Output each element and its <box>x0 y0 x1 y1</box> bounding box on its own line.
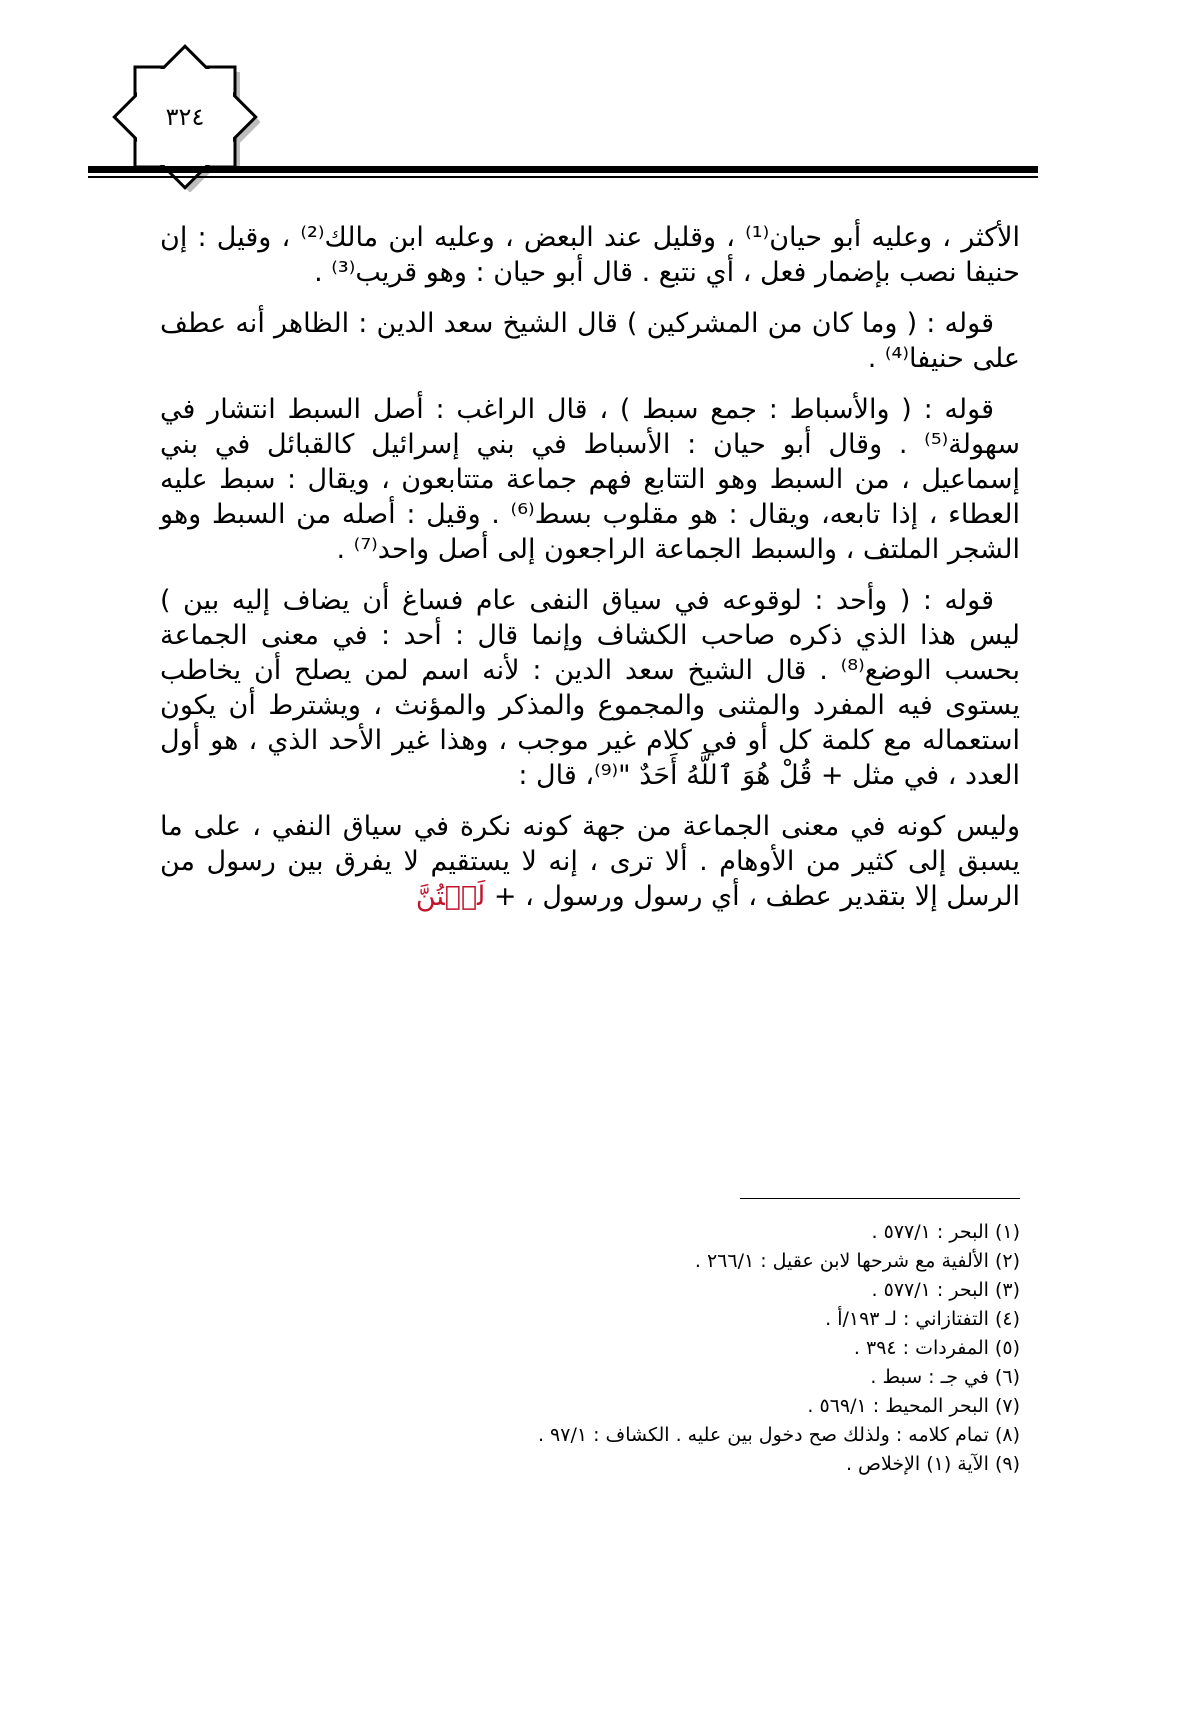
footnote-2: (٢) الألفية مع شرحها لابن عقيل : ٢٦٦/١ . <box>694 1250 1020 1272</box>
footnote-6: (٦) في جـ : سبط . <box>870 1366 1020 1388</box>
paragraph-3: قوله : ( والأسباط : جمع سبط ) ، قال الراغب : أصل السبط انتشار في سهولة⁽⁵⁾ . وقال أبو حيان : الأسباط في بني إسرائيل كالقبائل في بني إسماعيل ، من السبط وهو التتابع فهم جماعة متتابعون ، ويقال : سبط عليه العطاء ، إذا تابعه، ويقال : هو مقلوب بسط⁽⁶⁾ . وقيل : أصله من السبط وهو الشجر الملتف ، والسبط الجماعة الراجعون إلى أصل واحد⁽⁷⁾ . <box>160 394 1020 565</box>
header-rule-thick <box>88 166 1038 173</box>
footnote-8: (٨) تمام كلامه : ولذلك صح دخول بين عليه . الكشاف : ٩٧/١ . <box>537 1424 1020 1446</box>
paragraph-4 <box>160 583 1020 793</box>
footnote-1: (١) البحر : ٥٧٧/١ . <box>871 1221 1020 1243</box>
header-rule-thin <box>88 176 1038 178</box>
footnote-separator <box>740 1198 1020 1199</box>
paragraph-5 <box>160 809 1020 914</box>
footnote-9: (٩) الآية (١) الإخلاص . <box>845 1453 1020 1475</box>
quran-verse-ikhlas: قُلْ هُوَ ٱللَّهُ أَحَدٌ <box>639 760 813 791</box>
paragraph-5-text: وليس كونه في معنى الجماعة من جهة كونه نكرة في سياق النفي ، على ما يسبق إلى كثير من الأوهام . ألا ترى ، إنه لا يستقيم لا يفرق بين رسول من الرسل إلا بتقدير عطف ، أي رسول ورسول ، + <box>160 811 1020 912</box>
main-text <box>160 220 1020 930</box>
footnote-5: (٥) المفردات : ٣٩٤ . <box>853 1337 1020 1359</box>
footnote-3: (٣) البحر : ٥٧٧/١ . <box>871 1279 1020 1301</box>
page-number: ٣٢٤ <box>165 103 205 131</box>
quran-verse-fragment: لَسۡتُنَّ <box>415 881 486 912</box>
paragraph-4-text: قوله : ( وأحد : لوقوعه في سياق النفى عام فساغ أن يضاف إليه بين ) ليس هذا الذي ذكره صاحب الكشاف وإنما قال : أحد : في معنى الجماعة بحسب الوضع⁽⁸⁾ . قال الشيخ سعد الدين : لأنه اسم لمن يصلح أن يخاطب يستوى فيه المفرد والمثنى والمجموع والمذكر والمؤنث ، ويشترط أن يكون استعماله مع كلمة كل أو في كلام غير موجب ، وهذا غير الأحد الذي ، هو أول العدد ، في مثل + <box>160 585 1021 791</box>
paragraph-2: قوله : ( وما كان من المشركين ) قال الشيخ سعد الدين : الظاهر أنه عطف على حنيفا⁽⁴⁾ . <box>160 308 1020 374</box>
footnote-7: (٧) البحر المحيط : ٥٦٩/١ . <box>807 1395 1020 1417</box>
footnote-4: (٤) التفتازاني : لـ ١٩٣/أ . <box>825 1308 1020 1330</box>
paragraph-4-tail: "⁽⁹⁾، قال : <box>518 760 631 791</box>
footnotes <box>160 1218 1020 1479</box>
paragraph-1: الأكثر ، وعليه أبو حيان⁽¹⁾ ، وقليل عند البعض ، وعليه ابن مالك⁽²⁾ ، وقيل : إن حنيفا نصب بإضمار فعل ، أي نتبع . قال أبو حيان : وهو قريب⁽³⁾ . <box>160 222 1020 288</box>
